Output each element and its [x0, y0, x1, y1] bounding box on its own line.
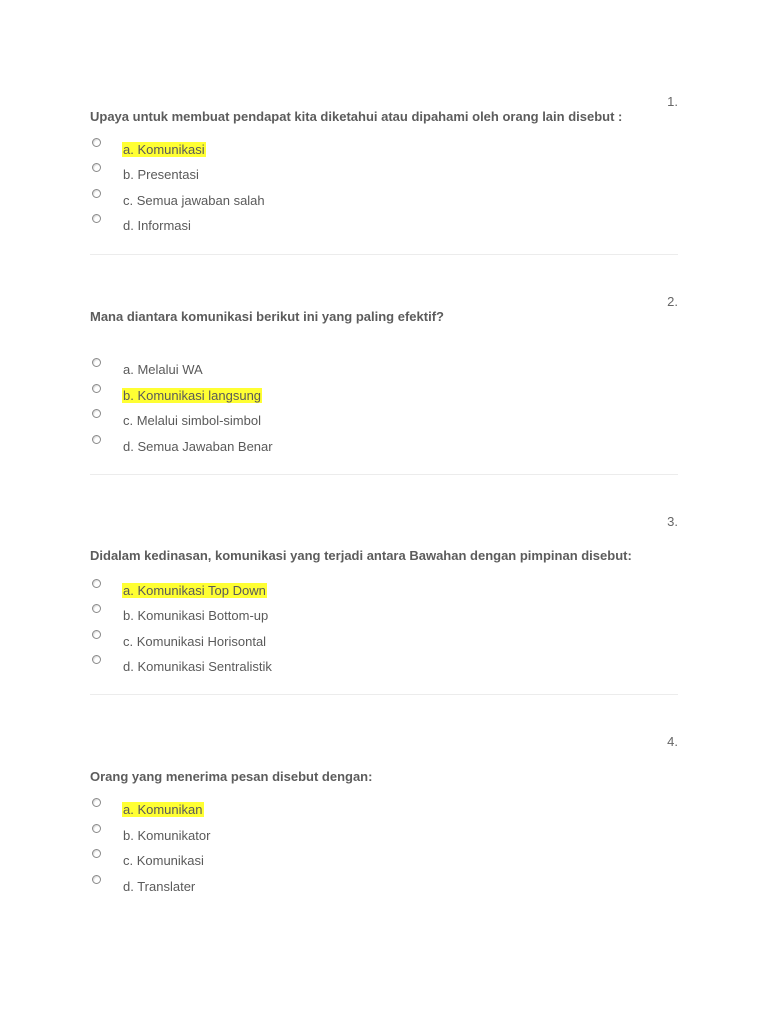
question-divider: [90, 694, 678, 695]
option-a[interactable]: [90, 798, 490, 818]
question-divider: [90, 254, 678, 255]
option-a[interactable]: [90, 138, 490, 158]
option-label: d. Komunikasi Sentralistik: [123, 659, 272, 674]
question-number: 3.: [667, 514, 678, 529]
option-label: a. Komunikasi: [123, 142, 205, 157]
question-text: Orang yang menerima pesan disebut dengan:: [90, 769, 373, 784]
option-label: a. Melalui WA: [123, 362, 203, 377]
radio-button[interactable]: [92, 214, 101, 223]
option-d[interactable]: [90, 655, 490, 675]
question-number: 1.: [667, 94, 678, 109]
option-b[interactable]: [90, 604, 490, 624]
option-a[interactable]: [90, 358, 490, 378]
radio-button[interactable]: [92, 384, 101, 393]
question-divider: [90, 474, 678, 475]
option-label: c. Komunikasi Horisontal: [123, 634, 267, 649]
radio-button[interactable]: [92, 163, 101, 172]
radio-button[interactable]: [92, 409, 101, 418]
radio-button[interactable]: [92, 189, 101, 198]
option-b[interactable]: [90, 824, 490, 844]
radio-button[interactable]: [92, 604, 101, 613]
option-label: b. Komunikasi langsung: [123, 388, 262, 403]
radio-button[interactable]: [92, 798, 101, 807]
option-c[interactable]: [90, 849, 490, 869]
radio-button[interactable]: [92, 358, 101, 367]
question-number: 2.: [667, 294, 678, 309]
option-d[interactable]: [90, 435, 490, 455]
radio-button[interactable]: [92, 579, 101, 588]
option-d[interactable]: [90, 214, 490, 234]
option-a[interactable]: [90, 579, 490, 599]
question-text: Mana diantara komunikasi berikut ini yang paling efektif?: [90, 309, 444, 324]
radio-button[interactable]: [92, 849, 101, 858]
option-label: a. Komunikan: [123, 802, 203, 817]
option-label: a. Komunikasi Top Down: [123, 583, 266, 598]
option-b[interactable]: [90, 384, 490, 404]
radio-button[interactable]: [92, 655, 101, 664]
option-label: d. Semua Jawaban Benar: [123, 439, 273, 454]
option-label: c. Semua jawaban salah: [123, 193, 265, 208]
radio-button[interactable]: [92, 630, 101, 639]
radio-button[interactable]: [92, 435, 101, 444]
option-label: b. Presentasi: [123, 167, 199, 182]
option-label: c. Komunikasi: [123, 853, 204, 868]
option-label: b. Komunikasi Bottom-up: [123, 608, 269, 623]
option-c[interactable]: [90, 189, 490, 209]
option-c[interactable]: [90, 409, 490, 429]
option-label: b. Komunikator: [123, 828, 211, 843]
radio-button[interactable]: [92, 875, 101, 884]
option-label: d. Translater: [123, 879, 196, 894]
radio-button[interactable]: [92, 824, 101, 833]
question-text: Didalam kedinasan, komunikasi yang terjadi antara Bawahan dengan pimpinan disebut:: [90, 548, 632, 563]
question-text: Upaya untuk membuat pendapat kita diketahui atau dipahami oleh orang lain disebut :: [90, 109, 623, 124]
option-label: d. Informasi: [123, 218, 191, 233]
option-b[interactable]: [90, 163, 490, 183]
option-d[interactable]: [90, 875, 490, 895]
radio-button[interactable]: [92, 138, 101, 147]
option-label: c. Melalui simbol-simbol: [123, 413, 261, 428]
option-c[interactable]: [90, 630, 490, 650]
question-number: 4.: [667, 734, 678, 749]
